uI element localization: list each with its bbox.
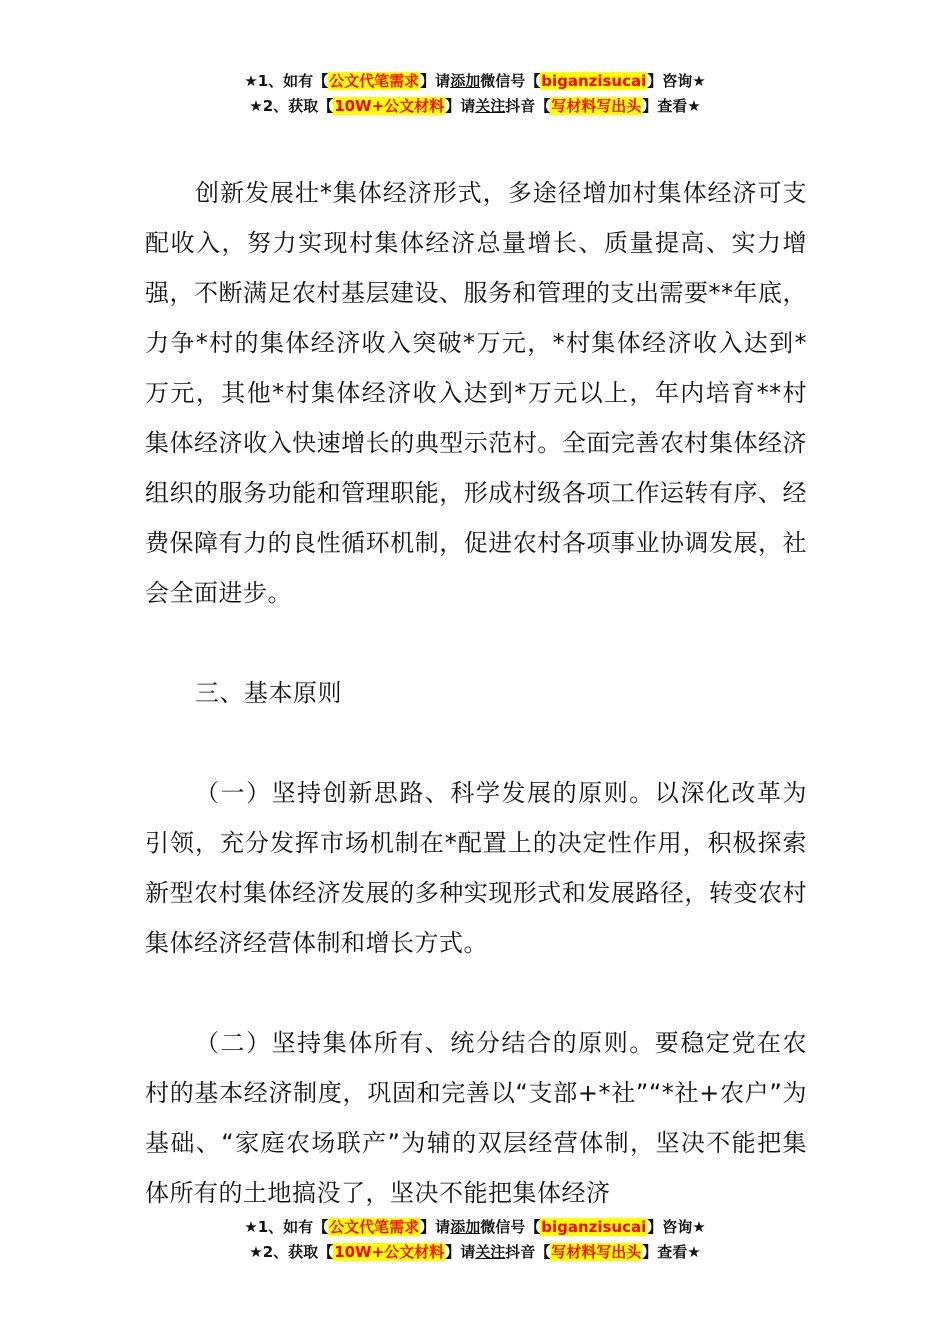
paragraph-text: （一）坚持创新思路、科学发展的原则。以深化改革为引领，充分发挥市场机制在*配置上的决定性作用，积极探索新型农村集体经济发展的多种实现形式和发展路径，转变农村集体经济经营体制和增长方式。 (145, 779, 807, 957)
header-promo-banner (0, 69, 950, 119)
promo-line-1: ★1、如有【公文代笔需求】请添加微信号【biganzisucai】咨询★ (244, 1218, 706, 1236)
promo-line-2: ★2、获取【10W+公文材料】请关注抖音【写材料写出头】查看★ (249, 97, 701, 115)
body-paragraph-principle-1 (145, 768, 807, 968)
body-paragraph-principle-2 (145, 1018, 807, 1218)
promo-line-2: ★2、获取【10W+公文材料】请关注抖音【写材料写出头】查看★ (249, 1243, 701, 1261)
promo-highlight: 公文代笔需求 (329, 1218, 420, 1236)
section-heading (145, 668, 807, 718)
promo-highlight: 写材料写出头 (551, 1243, 642, 1261)
promo-highlight: 写材料写出头 (551, 97, 642, 115)
heading-text: 三、基本原则 (195, 679, 342, 707)
promo-highlight: biganzisucai (541, 1218, 647, 1236)
paragraph-text: （二）坚持集体所有、统分结合的原则。要稳定党在农村的基本经济制度，巩固和完善以“支部+*社”“*社+农户”为基础、“家庭农场联产”为辅的双层经营体制，坚决不能把集体所有的土地搞没了，坚决不能把集体经济 (145, 1029, 807, 1207)
promo-highlight: 公文代笔需求 (329, 72, 420, 90)
promo-highlight: 10W+公文材料 (334, 97, 445, 115)
paragraph-text: 创新发展壮*集体经济形式，多途径增加村集体经济可支配收入，努力实现村集体经济总量增长、质量提高、实力增强，不断满足农村基层建设、服务和管理的支出需要**年底，力争*村的集体经济收入突破*万元，*村集体经济收入达到*万元，其他*村集体经济收入达到*万元以上，年内培育**村集体经济收入快速增长的典型示范村。全面完善农村集体经济组织的服务功能和管理职能，形成村级各项工作运转有序、经费保障有力的良性循环机制，促进农村各项事业协调发展，社会全面进步。 (145, 179, 807, 607)
footer-promo-banner (0, 1215, 950, 1265)
promo-line-1: ★1、如有【公文代笔需求】请添加微信号【biganzisucai】咨询★ (244, 72, 706, 90)
promo-highlight: 10W+公文材料 (334, 1243, 445, 1261)
promo-highlight: biganzisucai (541, 72, 647, 90)
body-paragraph-goal (145, 168, 807, 618)
